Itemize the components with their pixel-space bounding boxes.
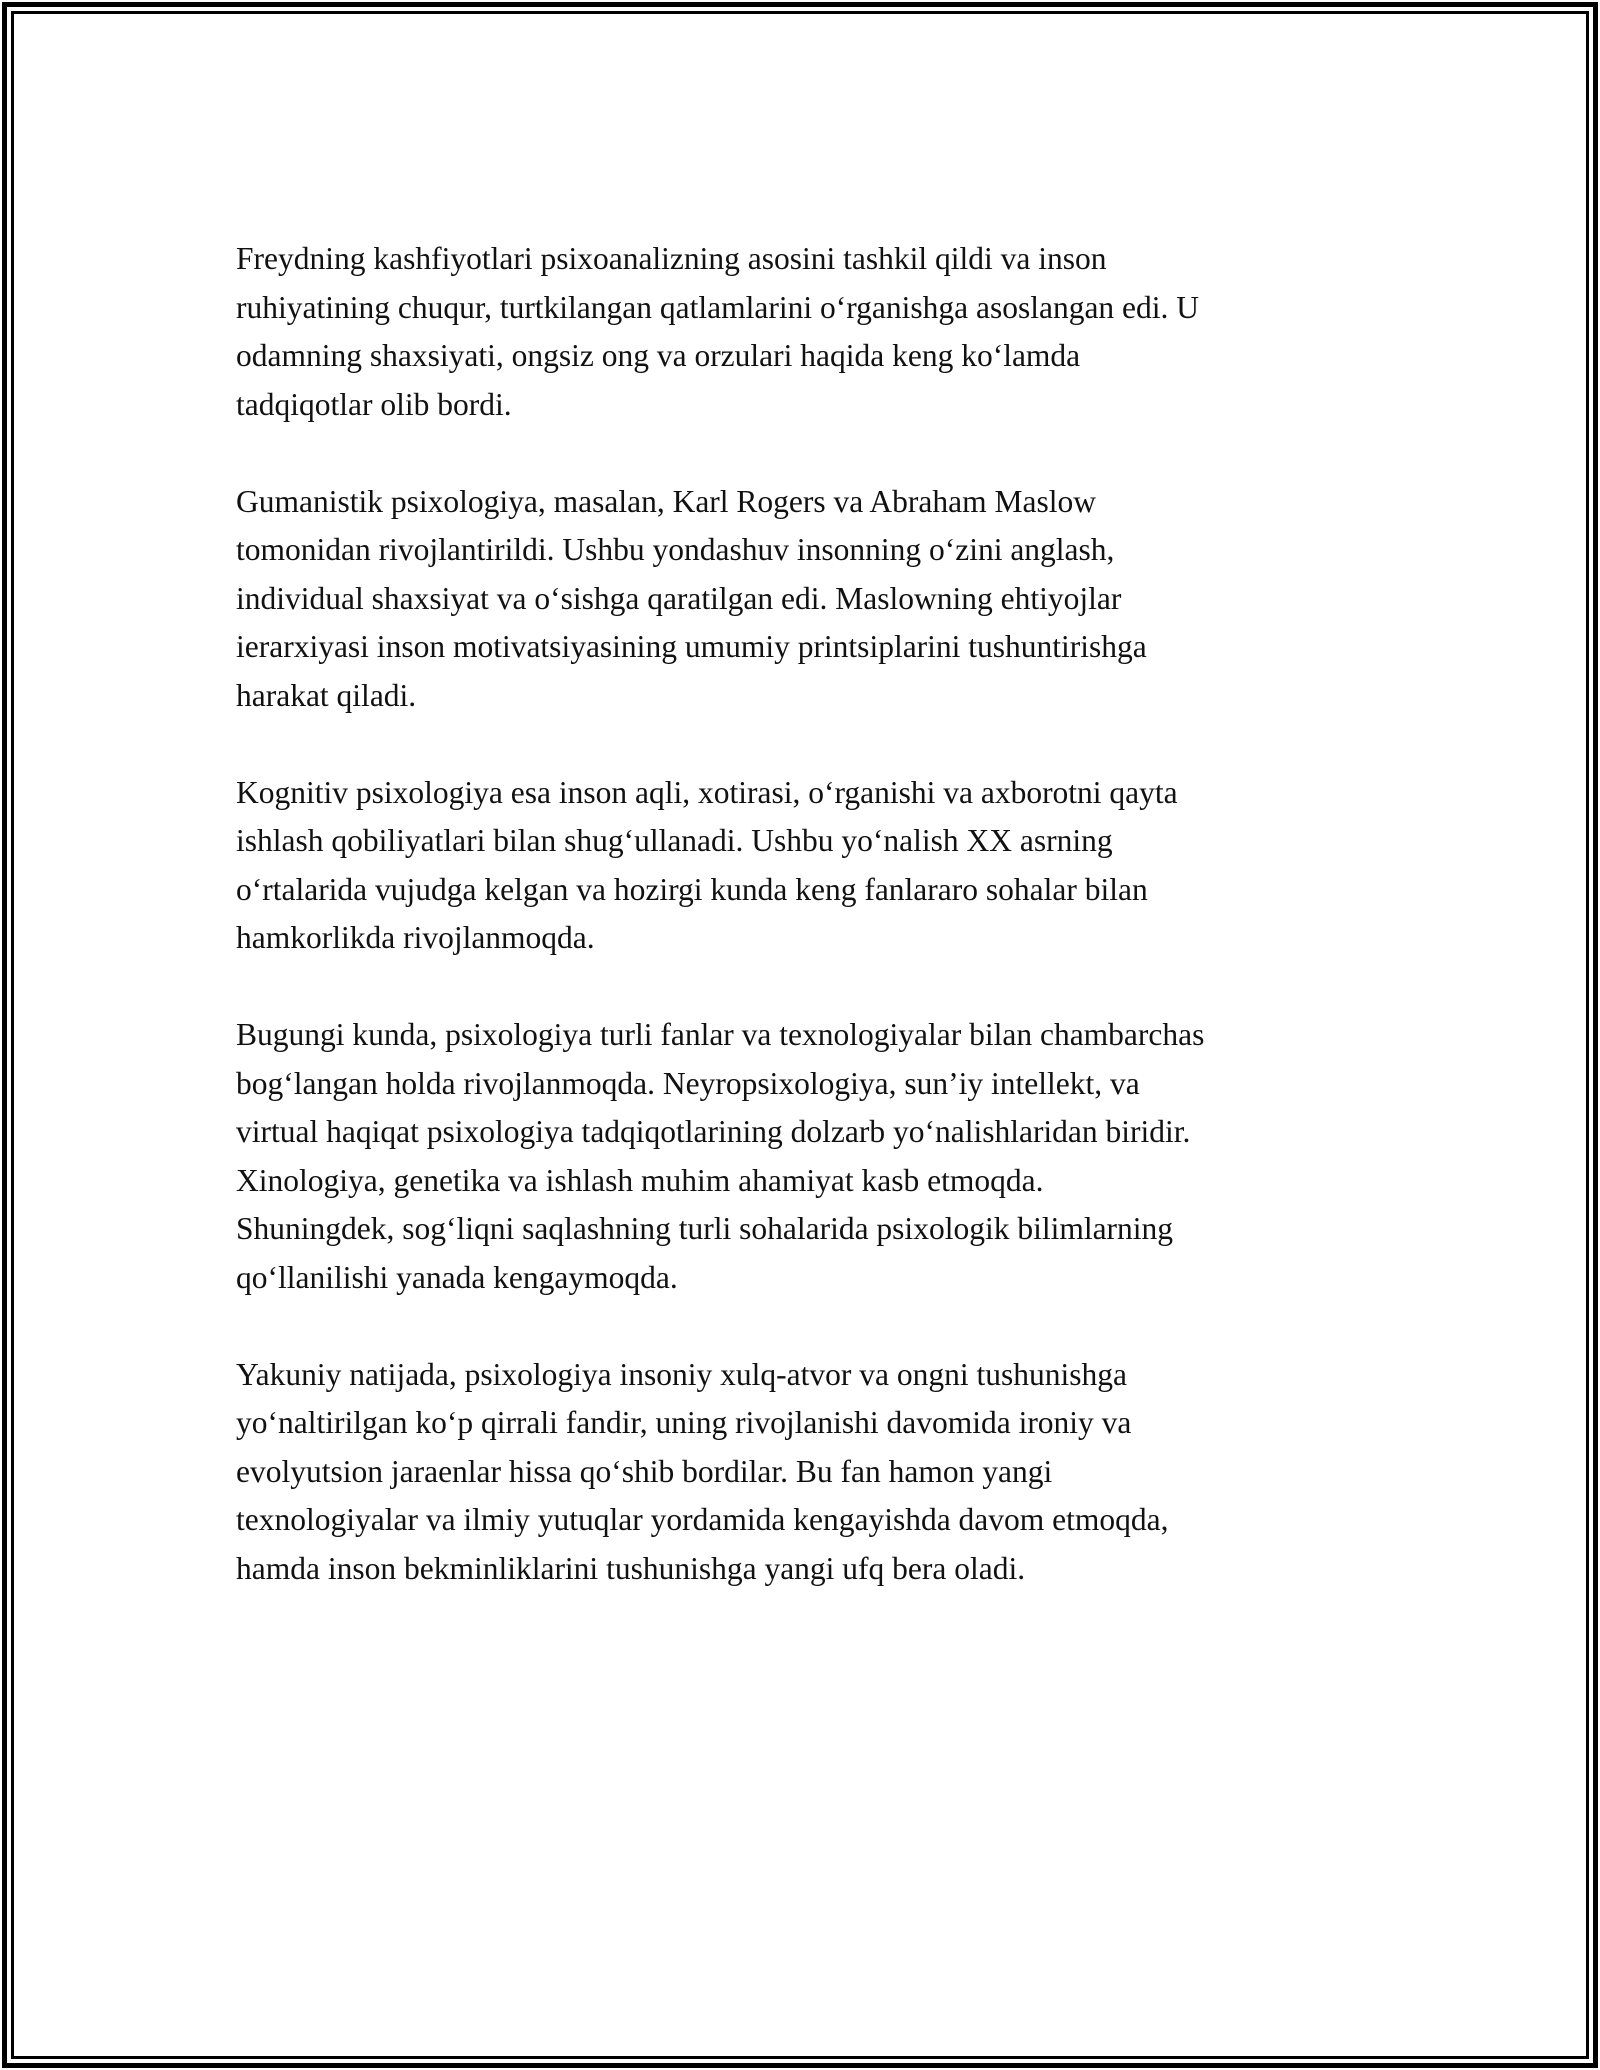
text-line: Gumanistik psixologiya, masalan, Karl Rogers va Abraham Maslow	[236, 483, 1096, 519]
paragraph	[236, 1011, 1376, 1302]
text-line: Bugungi kunda, psixologiya turli fanlar va texnologiyalar bilan chambarchas	[236, 1017, 1205, 1052]
text-line: qo‘llanilishi yanada kengaymoqda.	[236, 1259, 678, 1295]
paragraph	[236, 478, 1376, 721]
document-body	[236, 235, 1376, 1642]
text-line: ruhiyatining chuqur, turtkilangan qatlamlarini o‘rganishga asoslangan edi. U	[236, 289, 1200, 325]
paragraph	[236, 769, 1376, 963]
text-line: texnologiyalar va ilmiy yutuqlar yordamida kengayishda davom etmoqda,	[236, 1502, 1169, 1537]
text-line: ierarxiyasi inson motivatsiyasining umumiy printsiplarini tushuntirishga	[236, 629, 1147, 664]
paragraph	[236, 1351, 1376, 1594]
text-line: Shuningdek, sog‘liqni saqlashning turli sohalarida psixologik bilimlarning	[236, 1211, 1174, 1246]
text-line: yo‘naltirilgan ko‘p qirrali fandir, uning rivojlanishi davomida ironiy va	[236, 1405, 1132, 1440]
text-line: tadqiqotlar olib bordi.	[236, 386, 512, 422]
text-line: hamda inson bekminliklarini tushunishga yangi ufq bera oladi.	[236, 1550, 1026, 1586]
text-line: Freydning kashfiyotlari psixoanalizning asosini tashkil qildi va inson	[236, 241, 1107, 276]
text-line: odamning shaxsiyati, ongsiz ong va orzulari haqida keng ko‘lamda	[236, 338, 1081, 373]
paragraph	[236, 235, 1376, 429]
text-line: Xinologiya, genetika va ishlash muhim ahamiyat kasb etmoqda.	[236, 1162, 1044, 1198]
text-line: Yakuniy natijada, psixologiya insoniy xulq-atvor va ongni tushunishga	[236, 1356, 1127, 1392]
text-line: ishlash qobiliyatlari bilan shug‘ullanadi. Ushbu yo‘nalish XX asrning	[236, 823, 1113, 858]
text-line: harakat qiladi.	[236, 677, 417, 713]
text-line: Kognitiv psixologiya esa inson aqli, xotirasi, o‘rganishi va axborotni qayta	[236, 774, 1178, 810]
text-line: individual shaxsiyat va o‘sishga qaratilgan edi. Maslowning ehtiyojlar	[236, 580, 1122, 616]
text-line: o‘rtalarida vujudga kelgan va hozirgi kunda keng fanlararo sohalar bilan	[236, 871, 1148, 907]
text-line: hamkorlikda rivojlanmoqda.	[236, 920, 595, 955]
text-line: tomonidan rivojlantirildi. Ushbu yondashuv insonning o‘zini anglash,	[236, 532, 1115, 567]
text-line: virtual haqiqat psixologiya tadqiqotlarining dolzarb yo‘nalishlaridan biridir.	[236, 1114, 1191, 1149]
text-line: evolyutsion jaraenlar hissa qo‘shib bordilar. Bu fan hamon yangi	[236, 1453, 1053, 1489]
text-line: bog‘langan holda rivojlanmoqda. Neyropsixologiya, sun’iy intellekt, va	[236, 1065, 1140, 1101]
